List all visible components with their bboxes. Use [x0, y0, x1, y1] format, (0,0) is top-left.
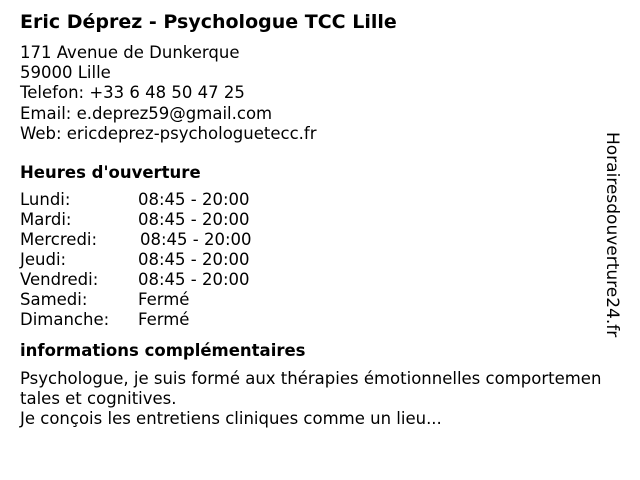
time-value: Fermé	[138, 290, 190, 310]
business-info	[20, 10, 612, 429]
day-label: Jeudi:	[20, 250, 67, 270]
opening-hours-table	[20, 190, 612, 330]
hours-row-thursday	[20, 250, 612, 270]
business-description	[20, 369, 612, 429]
city-postal: 59000 Lille	[20, 63, 111, 83]
time-value: Fermé	[138, 310, 190, 330]
hours-row-monday	[20, 190, 612, 210]
day-label: Lundi:	[20, 190, 71, 210]
site-watermark	[602, 132, 640, 347]
day-label: Dimanche:	[20, 310, 110, 330]
opening-hours-heading: Heures d'ouverture	[20, 163, 201, 183]
additional-info-heading: informations complémentaires	[20, 341, 306, 361]
description-line: Je conçois les entretiens cliniques comme un lieu...	[20, 409, 442, 429]
time-value: 08:45 - 20:00	[140, 230, 252, 250]
hours-row-friday	[20, 270, 612, 290]
hours-row-wednesday	[20, 230, 612, 250]
day-label: Mercredi:	[20, 230, 98, 250]
time-value: 08:45 - 20:00	[138, 210, 250, 230]
hours-row-saturday	[20, 290, 612, 310]
business-name: Eric Déprez - Psychologue TCC Lille	[20, 11, 397, 33]
phone-number[interactable]: Telefon: +33 6 48 50 47 25	[20, 83, 245, 103]
street-address: 171 Avenue de Dunkerque	[20, 43, 240, 62]
email-address[interactable]: Email: e.deprez59@gmail.com	[20, 103, 273, 123]
hours-row-sunday	[20, 310, 612, 330]
time-value: 08:45 - 20:00	[138, 250, 250, 270]
description-line: tales et cognitives.	[20, 389, 177, 409]
day-label: Mardi:	[20, 210, 72, 230]
contact-block	[20, 43, 612, 144]
website-link[interactable]: Web: ericdeprez-psychologuetecc.fr	[20, 123, 317, 143]
day-label: Samedi:	[20, 290, 88, 310]
time-value: 08:45 - 20:00	[138, 190, 250, 210]
watermark-text: Horairesdouverture24.fr	[602, 132, 622, 338]
description-line: Psychologue, je suis formé aux thérapies émotionnelles comportemen	[20, 369, 602, 389]
time-value: 08:45 - 20:00	[138, 270, 250, 290]
hours-row-tuesday	[20, 210, 612, 230]
day-label: Vendredi:	[20, 270, 99, 290]
